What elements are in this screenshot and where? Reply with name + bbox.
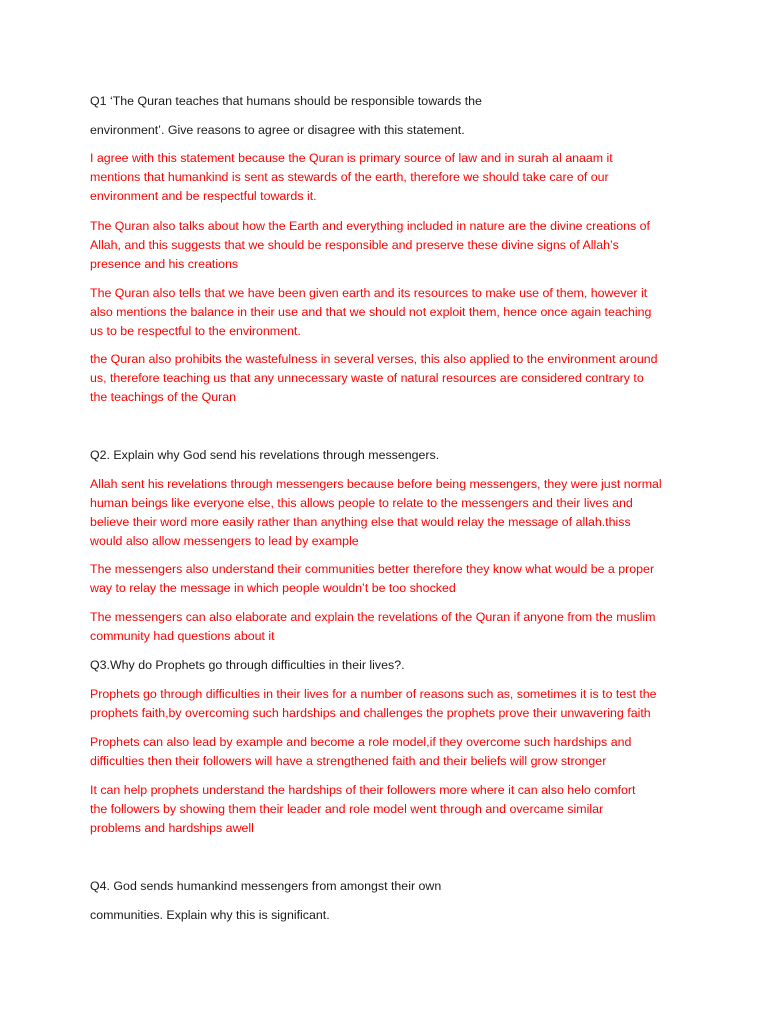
q3-answer-paragraph-2: Prophets can also lead by example and become a role model,if they overcome such hardships and difficulties then their followers will have a strengthened faith and their beliefs will grow stronger bbox=[90, 735, 632, 768]
q3-question: Q3.Why do Prophets go through difficulties in their lives?. bbox=[90, 658, 405, 672]
q2-question: Q2. Explain why God send his revelations through messengers. bbox=[90, 448, 440, 462]
q2-answer-paragraph-3: The messengers can also elaborate and explain the revelations of the Quran if anyone from the muslim community had questions about it bbox=[90, 610, 656, 643]
q1-answer-paragraph-2: The Quran also talks about how the Earth and everything included in nature are the divine creations of Allah, and this suggests that we should be responsible and preserve these divine signs of Allah’s presence and his creations bbox=[90, 219, 650, 271]
q1-answer-paragraph-1: I agree with this statement because the Quran is primary source of law and in surah al anaam it mentions that humankind is sent as stewards of the earth, therefore we should take care of our environment and be respectful towards it. bbox=[90, 151, 613, 203]
q1-question-line-2: environment’. Give reasons to agree or disagree with this statement. bbox=[90, 123, 465, 137]
q1-question-line-1: Q1 ‘The Quran teaches that humans should be responsible towards the bbox=[90, 94, 482, 108]
q1-answer-paragraph-3: The Quran also tells that we have been given earth and its resources to make use of them, however it also mentions the balance in their use and that we should not exploit them, hence once again teaching us to be respectful to the environment. bbox=[90, 286, 652, 338]
q2-answer-paragraph-1: Allah sent his revelations through messengers because before being messengers, they were just normal human beings like everyone else, this allows people to relate to the messengers and their lives and believe their word more easily rather than anything else that would relay the message of allah.thiss would also allow messengers to lead by example bbox=[90, 477, 662, 548]
q2-answer-paragraph-2: The messengers also understand their communities better therefore they know what would be a proper way to relay the message in which people wouldn’t be too shocked bbox=[90, 562, 655, 595]
q1-answer-paragraph-4: the Quran also prohibits the wastefulness in several verses, this also applied to the environment around us, therefore teaching us that any unnecessary waste of natural resources are considered contrary to the teachings of the Quran bbox=[90, 352, 658, 404]
q4-question-line-1: Q4. God sends humankind messengers from amongst their own bbox=[90, 879, 442, 893]
q3-answer-paragraph-1: Prophets go through difficulties in their lives for a number of reasons such as, sometimes it is to test the prophets faith,by overcoming such hardships and challenges the prophets prove their unwavering faith bbox=[90, 687, 657, 720]
q4-question-line-2: communities. Explain why this is significant. bbox=[90, 908, 330, 922]
q3-answer-paragraph-3: It can help prophets understand the hardships of their followers more where it can also helo comfort the followers by showing them their leader and role model went through and overcame similar problems and hardships awell bbox=[90, 783, 636, 835]
